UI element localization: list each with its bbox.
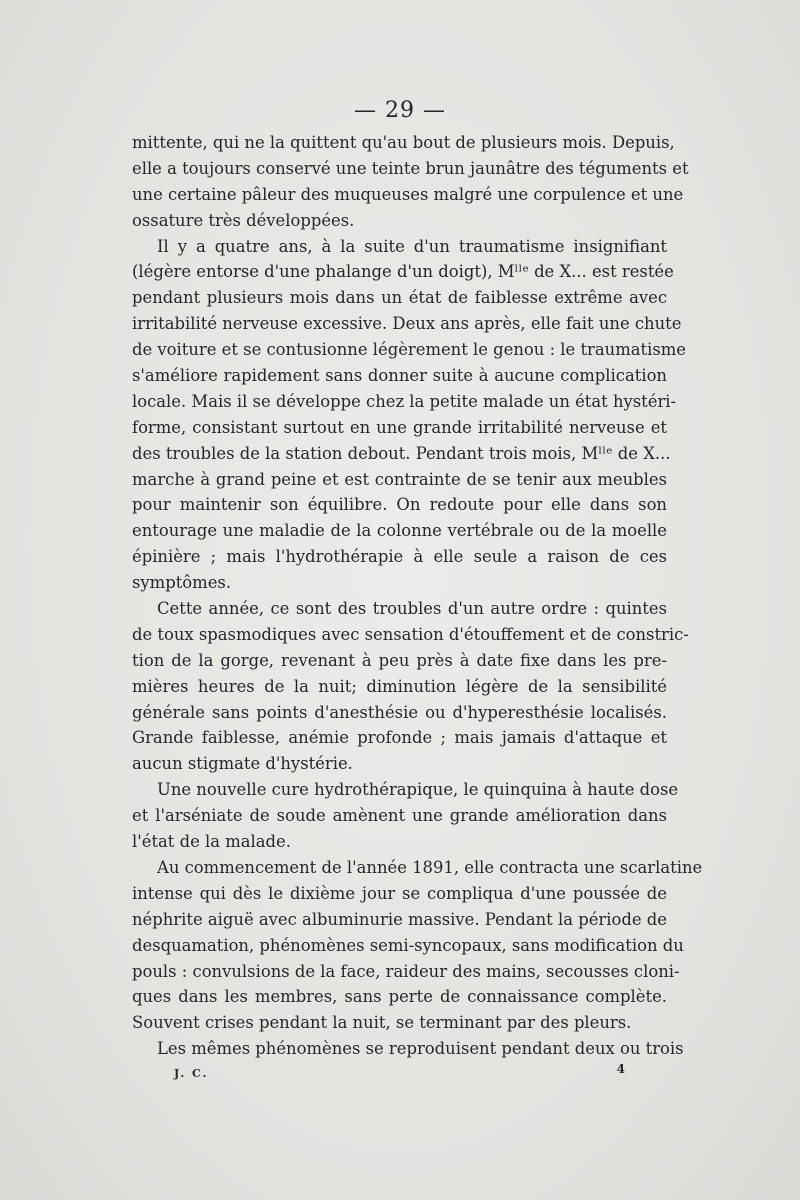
text-line: pendant plusieurs mois dans un état de faiblesse extrême avec: [132, 288, 667, 308]
text-line: mières heures de la nuit; diminution légère de la sensibilité: [132, 676, 667, 696]
text-line: desquamation, phénomènes semi-syncopaux, sans modification du: [132, 935, 684, 955]
text-line: irritabilité nerveuse excessive. Deux ans après, elle fait une chute: [132, 314, 682, 334]
text-line: entourage une maladie de la colonne vertébrale ou de la moelle: [132, 521, 667, 541]
text-line: ossature très développées.: [132, 210, 355, 230]
text-line: intense qui dès le dixième jour se compliqua d'une poussée de: [132, 883, 667, 903]
text-line: Grande faiblesse, anémie profonde ; mais jamais d'attaque et: [132, 728, 667, 748]
text-line: pour maintenir son équilibre. On redoute pour elle dans son: [132, 495, 667, 515]
text-line: tion de la gorge, revenant à peu près à date fixe dans les pre-: [132, 650, 667, 670]
body-text: [132, 130, 703, 1062]
text-line: pouls : convulsions de la face, raideur des mains, secousses cloni-: [132, 961, 680, 981]
text-line: l'état de la malade.: [132, 832, 291, 852]
sheet-number: 4: [616, 1062, 625, 1076]
page-number: — 29 —: [354, 98, 446, 123]
text-line: Les mêmes phénomènes se reproduisent pendant deux ou trois: [157, 1039, 684, 1059]
text-line: une certaine pâleur des muqueuses malgré une corpulence et une: [132, 184, 684, 204]
text-line: aucun stigmate d'hystérie.: [132, 754, 353, 774]
text-line: (légère entorse d'une phalange d'un doigt), Mˡˡᵉ de X... est restée: [132, 262, 674, 282]
text-line: ques dans les membres, sans perte de connaissance complète.: [132, 987, 667, 1007]
text-line: symptômes.: [132, 573, 232, 593]
printer-signature: J. C.: [174, 1067, 209, 1080]
text-line: mittente, qui ne la quittent qu'au bout de plusieurs mois. Depuis,: [132, 133, 675, 152]
text-line: locale. Mais il se développe chez la petite malade un état hystéri-: [132, 391, 677, 411]
text-line: s'améliore rapidement sans donner suite à aucune complication: [132, 366, 667, 386]
text-line: et l'arséniate de soude amènent une grande amélioration dans: [132, 806, 667, 826]
text-line: Souvent crises pendant la nuit, se terminant par des pleurs.: [132, 1013, 632, 1033]
text-line: Une nouvelle cure hydrothérapique, le quinquina à haute dose: [157, 780, 679, 800]
text-line: de voiture et se contusionne légèrement le genou : le traumatisme: [132, 340, 687, 360]
text-line: Cette année, ce sont des troubles d'un autre ordre : quintes: [157, 599, 667, 619]
text-line: néphrite aiguë avec albuminurie massive. Pendant la période de: [132, 909, 667, 929]
text-line: épinière ; mais l'hydrothérapie à elle seule a raison de ces: [132, 547, 667, 567]
text-line: Il y a quatre ans, à la suite d'un traumatisme insignifiant: [157, 236, 667, 256]
text-line: de toux spasmodiques avec sensation d'étouffement et de constric-: [132, 624, 689, 644]
text-line: des troubles de la station debout. Pendant trois mois, Mˡˡᵉ de X...: [132, 443, 671, 463]
text-line: générale sans points d'anesthésie ou d'hyperesthésie localisés.: [132, 702, 667, 722]
text-line: elle a toujours conservé une teinte brun jaunâtre des téguments et: [132, 158, 689, 178]
text-line: Au commencement de l'année 1891, elle contracta une scarlatine: [157, 857, 703, 877]
text-line: forme, consistant surtout en une grande irritabilité nerveuse et: [132, 417, 667, 437]
text-line: marche à grand peine et est contrainte de se tenir aux meubles: [132, 469, 667, 489]
